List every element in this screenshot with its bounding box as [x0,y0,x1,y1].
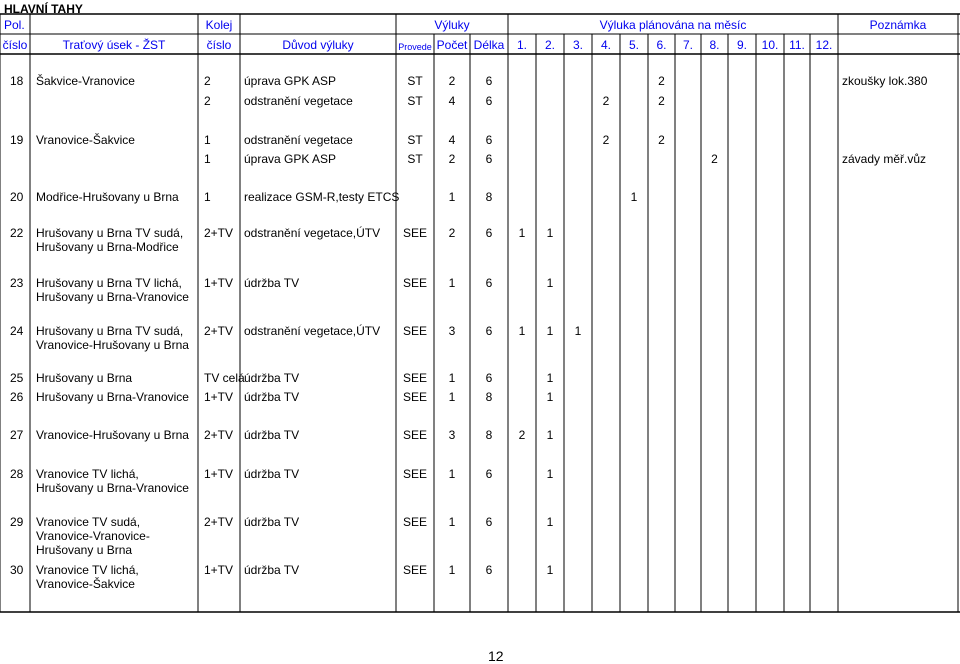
row-duvod: údržba TV [244,428,300,442]
page-title: HLAVNÍ TAHY [4,2,83,16]
row-pol: 26 [10,390,24,404]
row-provede: SEE [402,515,427,529]
row-pol: 20 [10,190,24,204]
row-usek: Hrušovany u Brna TV lichá, Hrušovany u Brna-Vranovice [36,276,189,304]
row-month-value: 1 [630,190,638,204]
row-duvod: údržba TV [244,276,300,290]
row-duvod: odstranění vegetace,ÚTV [244,324,381,338]
header-month: 9. [736,38,747,52]
row-month-value: 1 [546,371,554,385]
row-pol: 18 [10,74,24,88]
row-delka: 6 [485,563,493,577]
row-month-value: 2 [711,152,718,166]
row-usek: Vranovice-Šakvice [36,133,135,147]
header-planovana: Výluka plánována na měsíc [599,18,747,32]
row-kolej: 2 [204,94,211,108]
row-pol: 29 [10,515,24,529]
header-month: 1. [516,38,527,52]
row-month-value: 1 [546,390,554,404]
row-month-value: 2 [658,74,665,88]
row-pocet: 1 [448,371,456,385]
row-pol: 19 [10,133,24,147]
row-delka: 8 [485,390,493,404]
row-pocet: 4 [448,133,456,147]
row-kolej: 1+TV [204,276,234,290]
row-month-value: 2 [602,133,610,147]
header-month: 10. [761,38,779,52]
row-kolej: 2+TV [204,428,234,442]
row-delka: 8 [485,428,493,442]
row-delka: 6 [485,276,493,290]
row-month-value: 1 [546,428,554,442]
row-pol: 25 [10,371,24,385]
row-kolej: 2+TV [204,324,234,338]
header-month: 3. [572,38,583,52]
row-provede: SEE [402,324,427,338]
row-pocet: 3 [448,428,456,442]
row-pocet: 1 [448,467,456,481]
row-pocet: 4 [448,94,456,108]
row-month-value: 1 [518,324,526,338]
row-pocet: 1 [448,563,456,577]
row-provede: SEE [402,467,427,481]
row-kolej: TV celá [204,371,245,385]
row-month-value: 1 [518,226,526,240]
header-delka: Délka [473,38,505,52]
row-month-value: 1 [546,226,554,240]
row-month-value: 1 [546,563,554,577]
row-delka: 6 [485,324,493,338]
header-kolej-cislo: číslo [206,38,232,52]
row-pol: 30 [10,563,24,577]
row-poznamka: závady měř.vůz [842,152,927,166]
page-number: 12 [488,648,504,664]
header-kolej: Kolej [205,18,233,32]
header-month: 8. [709,38,720,52]
row-kolej: 2+TV [204,515,234,529]
row-delka: 6 [485,133,493,147]
row-usek: Vranovice TV lichá, Vranovice-Šakvice [36,563,139,591]
header-pol: Pol. [4,18,25,32]
row-provede: SEE [402,390,427,404]
row-delka: 6 [485,371,493,385]
row-month-value: 1 [546,276,554,290]
row-provede: SEE [402,428,427,442]
row-delka: 8 [485,190,493,204]
header-month: 7. [682,38,693,52]
row-usek: Hrušovany u Brna TV sudá, Hrušovany u Brna-Modřice [36,226,184,254]
header-month: 5. [628,38,639,52]
row-provede: ST [407,74,423,88]
row-usek: Hrušovany u Brna-Vranovice [36,390,189,404]
header-month: 4. [600,38,611,52]
row-pocet: 2 [448,226,456,240]
row-delka: 6 [485,226,493,240]
row-pocet: 2 [448,152,456,166]
row-kolej: 1 [204,133,211,147]
row-usek: Hrušovany u Brna [36,371,133,385]
row-kolej: 1+TV [204,390,234,404]
row-month-value: 1 [546,515,554,529]
row-delka: 6 [485,515,493,529]
row-delka: 6 [485,94,493,108]
row-provede: SEE [402,226,427,240]
row-duvod: údržba TV [244,563,300,577]
row-month-value: 2 [658,133,665,147]
row-kolej: 1 [204,152,211,166]
row-pol: 27 [10,428,24,442]
row-duvod: odstranění vegetace,ÚTV [244,226,381,240]
row-month-value: 2 [602,94,610,108]
header-vyluky: Výluky [434,18,470,32]
row-kolej: 2 [204,74,211,88]
row-duvod: realizace GSM-R,testy ETCS [244,190,400,204]
row-duvod: údržba TV [244,371,300,385]
row-duvod: údržba TV [244,515,300,529]
header-tratovy-usek: Traťový úsek - ŽST [62,38,166,52]
row-pocet: 1 [448,190,456,204]
row-kolej: 1+TV [204,563,234,577]
header-month: 12. [815,38,833,52]
header-pocet: Počet [436,38,468,52]
row-month-value: 1 [546,467,554,481]
row-usek: Vranovice TV sudá, Vranovice-Vranovice-Hrušovany u Brna [36,515,150,557]
row-duvod: odstranění vegetace [244,94,353,108]
row-month-value: 2 [658,94,665,108]
row-poznamka: zkoušky lok.380 [842,74,928,88]
row-pocet: 1 [448,276,456,290]
row-pocet: 1 [448,515,456,529]
header-month: 11. [789,38,805,52]
row-usek: Modřice-Hrušovany u Brna [36,190,179,204]
row-usek: Vranovice TV lichá, Hrušovany u Brna-Vranovice [36,467,189,495]
row-month-value: 2 [518,428,526,442]
header-cislo: číslo [2,38,28,52]
row-pol: 28 [10,467,24,481]
row-usek: Šakvice-Vranovice [36,74,135,88]
row-delka: 6 [485,467,493,481]
row-pol: 24 [10,324,24,338]
row-usek: Vranovice-Hrušovany u Brna [36,428,189,442]
row-month-value: 1 [546,324,554,338]
row-pocet: 1 [448,390,456,404]
row-provede: SEE [402,563,427,577]
row-pocet: 3 [448,324,456,338]
row-duvod: údržba TV [244,390,300,404]
header-poznamka: Poznámka [869,18,927,32]
row-duvod: odstranění vegetace [244,133,353,147]
row-duvod: úprava GPK ASP [244,152,337,166]
row-provede: ST [407,152,423,166]
row-delka: 6 [485,152,493,166]
row-kolej: 1+TV [204,467,234,481]
header-duvod: Důvod výluky [282,38,354,52]
row-duvod: údržba TV [244,467,300,481]
row-provede: ST [407,94,423,108]
header-month: 2. [544,38,555,52]
row-delka: 6 [485,74,493,88]
row-usek: Hrušovany u Brna TV sudá, Vranovice-Hrušovany u Brna [36,324,189,352]
row-kolej: 2+TV [204,226,234,240]
row-provede: ST [407,133,423,147]
row-kolej: 1 [204,190,211,204]
header-provede: Provede [398,42,432,52]
row-provede: SEE [402,371,427,385]
row-pocet: 2 [448,74,456,88]
row-pol: 23 [10,276,24,290]
row-pol: 22 [10,226,24,240]
row-month-value: 1 [574,324,582,338]
row-duvod: úprava GPK ASP [244,74,337,88]
header-month: 6. [656,38,667,52]
row-provede: SEE [402,276,427,290]
